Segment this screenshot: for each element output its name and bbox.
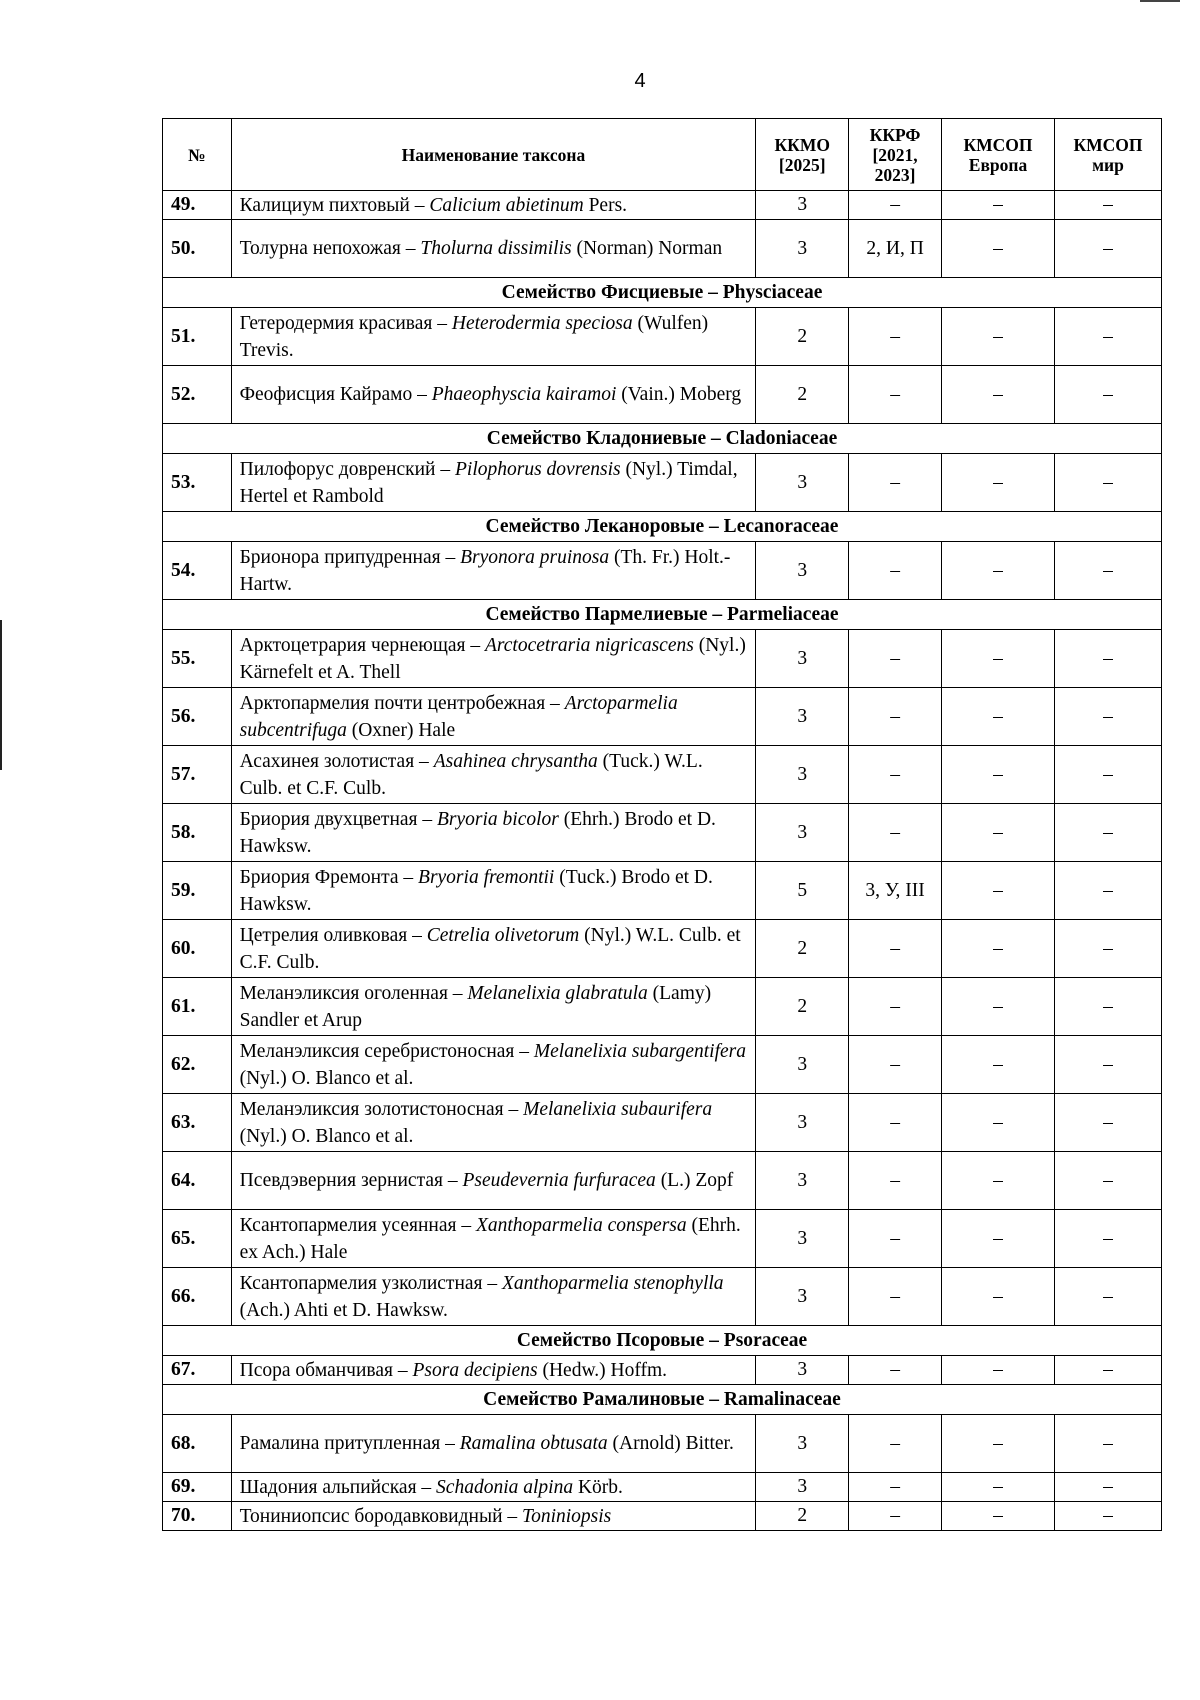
kkrf-status: – [849, 920, 942, 978]
taxon-authority: (Th. Fr.) Holt.-Hartw. [239, 546, 731, 595]
taxon-row [163, 1415, 1162, 1473]
kmsop-europe-status: – [941, 862, 1054, 920]
kkrf-status: – [849, 1415, 942, 1473]
kmsop-world-status: – [1055, 746, 1162, 804]
taxon-latin-name: Heterodermia speciosa [451, 312, 633, 334]
taxon-number: 61. [163, 978, 232, 1036]
taxon-latin-name: Melanelixia subaurifera [523, 1098, 713, 1120]
kmsop-world-status: – [1055, 1268, 1162, 1326]
family-label: Семейство Кладониевые – Cladoniaceae [163, 424, 1162, 454]
taxon-latin-name: Xanthoparmelia stenophylla [502, 1272, 724, 1294]
taxon-authority: (Ach.) Ahti et D. Hawksw. [239, 1299, 448, 1321]
kmsop-europe-status: – [941, 542, 1054, 600]
taxon-row [163, 542, 1162, 600]
scan-margin-mark [0, 620, 2, 770]
taxon-name [231, 978, 756, 1036]
taxon-authority: (Tuck.) W.L. Culb. et C.F. Culb. [239, 750, 703, 799]
taxon-name [231, 542, 756, 600]
taxon-latin-name: Cetrelia olivetorum [426, 924, 580, 946]
taxon-row [163, 1268, 1162, 1326]
taxon-russian-name: Бриория Фремонта – [239, 866, 419, 888]
kkmo-status: 3 [756, 1415, 849, 1473]
taxon-row [163, 630, 1162, 688]
taxon-number: 58. [163, 804, 232, 862]
taxon-number: 70. [163, 1502, 232, 1531]
kkrf-status: – [849, 1502, 942, 1531]
kmsop-world-status: – [1055, 1210, 1162, 1268]
taxon-russian-name: Цетрелия оливковая – [239, 924, 427, 946]
taxon-latin-name: Psora decipiens [412, 1359, 538, 1381]
taxon-russian-name: Калициум пихтовый – [239, 194, 430, 216]
taxon-name [231, 1210, 756, 1268]
kkrf-status: – [849, 308, 942, 366]
taxon-russian-name: Тониниопсис бородавковидный – [239, 1505, 523, 1527]
kkmo-status: 2 [756, 1502, 849, 1531]
taxon-authority: (Ehrh.) Brodo et D. Hawksw. [239, 808, 716, 857]
taxon-name [231, 688, 756, 746]
taxon-name [231, 1356, 756, 1385]
kkmo-status: 3 [756, 1210, 849, 1268]
taxon-name [231, 454, 756, 512]
taxon-russian-name: Шадония альпийская – [239, 1476, 437, 1498]
family-header-row [163, 1385, 1162, 1415]
taxon-latin-name: Bryonora pruinosa [460, 546, 610, 568]
taxon-number: 56. [163, 688, 232, 746]
taxon-latin-name: Ramalina obtusata [459, 1433, 608, 1454]
taxon-row [163, 746, 1162, 804]
kmsop-europe-status: – [941, 1210, 1054, 1268]
kmsop-europe-status: – [941, 1268, 1054, 1326]
family-label: Семейство Псоровые – Psoraceae [163, 1326, 1162, 1356]
kkmo-status: 3 [756, 1356, 849, 1385]
family-label: Семейство Леканоровые – Lecanoraceae [163, 512, 1162, 542]
taxon-name [231, 1415, 756, 1473]
taxon-authority: (Hedw.) Hoffm. [537, 1359, 668, 1381]
taxon-latin-name: Schadonia alpina [436, 1476, 574, 1498]
kkmo-status: 3 [756, 454, 849, 512]
header-name: Наименование таксона [231, 119, 756, 191]
family-label: Семейство Пармелиевые – Parmeliaceae [163, 600, 1162, 630]
kkmo-status: 3 [756, 542, 849, 600]
taxon-number: 68. [163, 1415, 232, 1473]
taxon-latin-name: Melanelixia glabratula [467, 982, 648, 1004]
taxon-latin-name: Xanthoparmelia conspersa [475, 1214, 687, 1236]
taxon-row [163, 191, 1162, 220]
taxon-authority: (Nyl.) O. Blanco et al. [239, 1067, 414, 1089]
kkrf-status: – [849, 804, 942, 862]
taxon-row [163, 804, 1162, 862]
kmsop-world-status: – [1055, 454, 1162, 512]
taxon-authority: (Arnold) Bitter. [607, 1433, 734, 1454]
kmsop-europe-status: – [941, 688, 1054, 746]
taxon-number: 54. [163, 542, 232, 600]
kmsop-world-status: – [1055, 308, 1162, 366]
taxon-row [163, 1210, 1162, 1268]
kmsop-europe-status: – [941, 1502, 1054, 1531]
kmsop-world-status: – [1055, 191, 1162, 220]
header-kmsop-world: КМСОП мир [1055, 119, 1162, 191]
kkrf-status: – [849, 978, 942, 1036]
family-header-row [163, 512, 1162, 542]
kmsop-europe-status: – [941, 1152, 1054, 1210]
kkmo-status: 3 [756, 1152, 849, 1210]
taxon-number: 63. [163, 1094, 232, 1152]
kkmo-status: 3 [756, 1473, 849, 1502]
kmsop-europe-status: – [941, 804, 1054, 862]
taxon-number: 57. [163, 746, 232, 804]
family-label: Семейство Рамалиновые – Ramalinaceae [163, 1385, 1162, 1415]
family-header-row [163, 600, 1162, 630]
taxon-latin-name: Arctoparmelia subcentrifuga [239, 692, 678, 741]
kkmo-status: 3 [756, 191, 849, 220]
taxon-name [231, 1268, 756, 1326]
kkrf-status: – [849, 630, 942, 688]
kkrf-status: 3, У, III [849, 862, 942, 920]
taxon-row [163, 920, 1162, 978]
family-header-row [163, 1326, 1162, 1356]
kkmo-status: 3 [756, 1036, 849, 1094]
kkrf-status: – [849, 1094, 942, 1152]
header-kmsop-europe: КМСОП Европа [941, 119, 1054, 191]
kkmo-status: 5 [756, 862, 849, 920]
taxon-name [231, 1036, 756, 1094]
kkmo-status: 3 [756, 220, 849, 278]
taxa-table [162, 118, 1162, 1531]
taxon-name [231, 1502, 756, 1531]
kmsop-europe-status: – [941, 978, 1054, 1036]
taxon-number: 62. [163, 1036, 232, 1094]
kmsop-europe-status: – [941, 308, 1054, 366]
taxon-name [231, 308, 756, 366]
taxon-name [231, 746, 756, 804]
taxon-number: 50. [163, 220, 232, 278]
taxon-russian-name: Арктоцетрария чернеющая – [239, 634, 485, 656]
family-header-row [163, 278, 1162, 308]
taxon-row [163, 1473, 1162, 1502]
taxon-row [163, 688, 1162, 746]
taxon-name [231, 1152, 756, 1210]
taxon-russian-name: Феофисция Кайрамо – [239, 384, 432, 405]
taxon-name [231, 1094, 756, 1152]
kmsop-europe-status: – [941, 191, 1054, 220]
table-body [163, 191, 1162, 1531]
taxon-authority: Körb. [573, 1476, 623, 1498]
header-row [163, 119, 1162, 191]
kkmo-status: 2 [756, 978, 849, 1036]
kmsop-world-status: – [1055, 1473, 1162, 1502]
header-num: № [163, 119, 232, 191]
taxon-authority: Pers. [583, 194, 628, 216]
kkrf-status: 2, И, П [849, 220, 942, 278]
kmsop-europe-status: – [941, 366, 1054, 424]
taxon-authority: (L.) Zopf [655, 1170, 734, 1191]
header-kkrf: ККРФ [2021, 2023] [849, 119, 942, 191]
kkmo-status: 3 [756, 746, 849, 804]
taxon-latin-name: Toniniopsis [522, 1505, 612, 1527]
taxon-row [163, 1152, 1162, 1210]
taxon-authority: (Oxner) Hale [346, 719, 456, 741]
taxon-latin-name: Bryoria bicolor [437, 808, 559, 830]
taxon-row [163, 366, 1162, 424]
kmsop-world-status: – [1055, 1094, 1162, 1152]
kmsop-europe-status: – [941, 220, 1054, 278]
kmsop-world-status: – [1055, 862, 1162, 920]
taxon-name [231, 220, 756, 278]
taxon-russian-name: Брионора припудренная – [239, 546, 461, 568]
taxon-latin-name: Melanelixia subargentifera [533, 1040, 747, 1062]
taxon-authority: (Vain.) Moberg [616, 384, 742, 405]
kmsop-world-status: – [1055, 542, 1162, 600]
kkmo-status: 3 [756, 1094, 849, 1152]
taxon-row [163, 1036, 1162, 1094]
taxon-latin-name: Asahinea chrysantha [433, 750, 598, 772]
kmsop-world-status: – [1055, 804, 1162, 862]
taxon-number: 59. [163, 862, 232, 920]
taxon-authority: (Nyl.) Kärnefelt et A. Thell [239, 634, 746, 683]
kmsop-europe-status: – [941, 1415, 1054, 1473]
kkrf-status: – [849, 366, 942, 424]
taxon-russian-name: Ксантопармелия узколистная – [239, 1272, 503, 1294]
taxon-latin-name: Calicium abietinum [429, 194, 584, 216]
taxon-authority: (Wulfen) Trevis. [239, 312, 709, 361]
taxon-authority: (Lamy) Sandler et Arup [239, 982, 712, 1031]
taxon-russian-name: Меланэликсия золотистоносная – [239, 1098, 524, 1120]
taxon-name [231, 630, 756, 688]
taxon-authority: (Nyl.) Timdal, Hertel et Rambold [239, 458, 738, 507]
taxon-row [163, 454, 1162, 512]
taxon-number: 65. [163, 1210, 232, 1268]
kkmo-status: 2 [756, 366, 849, 424]
taxon-number: 67. [163, 1356, 232, 1385]
taxon-authority: (Ehrh. ex Ach.) Hale [239, 1214, 741, 1263]
kmsop-europe-status: – [941, 746, 1054, 804]
kkrf-status: – [849, 191, 942, 220]
taxon-russian-name: Псевдэверния зернистая – [239, 1170, 463, 1191]
kkmo-status: 3 [756, 1268, 849, 1326]
taxon-name [231, 804, 756, 862]
kkrf-status: – [849, 1356, 942, 1385]
kmsop-world-status: – [1055, 688, 1162, 746]
taxon-number: 55. [163, 630, 232, 688]
taxon-authority: (Nyl.) O. Blanco et al. [239, 1125, 414, 1147]
family-label: Семейство Фисциевые – Physciaceae [163, 278, 1162, 308]
header-kkmo: ККМО [2025] [756, 119, 849, 191]
taxon-row [163, 1502, 1162, 1531]
taxon-number: 53. [163, 454, 232, 512]
taxon-russian-name: Арктопармелия почти центробежная – [239, 692, 565, 714]
kkmo-status: 3 [756, 688, 849, 746]
taxon-name [231, 862, 756, 920]
taxon-number: 66. [163, 1268, 232, 1326]
taxon-number: 52. [163, 366, 232, 424]
taxon-row [163, 862, 1162, 920]
kmsop-world-status: – [1055, 630, 1162, 688]
taxon-name [231, 1473, 756, 1502]
taxon-authority: (Norman) Norman [571, 238, 723, 259]
taxon-number: 51. [163, 308, 232, 366]
taxon-russian-name: Асахинея золотистая – [239, 750, 434, 772]
kmsop-europe-status: – [941, 920, 1054, 978]
kmsop-europe-status: – [941, 1356, 1054, 1385]
kmsop-world-status: – [1055, 1036, 1162, 1094]
kkrf-status: – [849, 454, 942, 512]
taxon-russian-name: Рамалина притупленная – [239, 1433, 460, 1454]
taxon-latin-name: Tholurna dissimilis [420, 238, 572, 259]
kmsop-world-status: – [1055, 366, 1162, 424]
kkrf-status: – [849, 688, 942, 746]
taxon-number: 69. [163, 1473, 232, 1502]
taxon-russian-name: Гетеродермия красивая – [239, 312, 452, 334]
taxon-russian-name: Меланэликсия оголенная – [239, 982, 468, 1004]
family-header-row [163, 424, 1162, 454]
taxon-row [163, 308, 1162, 366]
kmsop-world-status: – [1055, 978, 1162, 1036]
taxon-latin-name: Phaeophyscia kairamoi [431, 384, 617, 405]
taxon-russian-name: Меланэликсия серебристоносная – [239, 1040, 534, 1062]
kmsop-world-status: – [1055, 1415, 1162, 1473]
kkmo-status: 2 [756, 920, 849, 978]
kmsop-europe-status: – [941, 630, 1054, 688]
taxon-latin-name: Arctocetraria nigricascens [484, 634, 694, 656]
taxon-latin-name: Pseudevernia furfuracea [462, 1170, 656, 1191]
taxon-russian-name: Пилофорус довренский – [239, 458, 455, 480]
kmsop-europe-status: – [941, 1036, 1054, 1094]
taxon-name [231, 366, 756, 424]
taxon-number: 64. [163, 1152, 232, 1210]
kkrf-status: – [849, 542, 942, 600]
taxon-name [231, 920, 756, 978]
page-number: 4 [634, 70, 646, 92]
taxon-authority: (Nyl.) W.L. Culb. et C.F. Culb. [239, 924, 741, 973]
taxon-number: 49. [163, 191, 232, 220]
taxon-russian-name: Ксантопармелия усеянная – [239, 1214, 476, 1236]
taxon-russian-name: Толурна непохожая – [239, 238, 421, 259]
kmsop-world-status: – [1055, 920, 1162, 978]
taxon-row [163, 1094, 1162, 1152]
kkrf-status: – [849, 1210, 942, 1268]
taxon-row [163, 220, 1162, 278]
taxon-russian-name: Псора обманчивая – [239, 1359, 413, 1381]
kkrf-status: – [849, 1473, 942, 1502]
taxon-row [163, 1356, 1162, 1385]
taxon-latin-name: Pilophorus dovrensis [455, 458, 621, 480]
kkrf-status: – [849, 1036, 942, 1094]
taxon-row [163, 978, 1162, 1036]
kkrf-status: – [849, 1268, 942, 1326]
taxon-name [231, 191, 756, 220]
taxon-number: 60. [163, 920, 232, 978]
taxon-authority: (Tuck.) Brodo et D. Hawksw. [239, 866, 713, 915]
kkrf-status: – [849, 746, 942, 804]
kmsop-europe-status: – [941, 454, 1054, 512]
kkrf-status: – [849, 1152, 942, 1210]
kmsop-europe-status: – [941, 1094, 1054, 1152]
taxon-latin-name: Bryoria fremontii [418, 866, 555, 888]
kmsop-world-status: – [1055, 1152, 1162, 1210]
kmsop-world-status: – [1055, 220, 1162, 278]
scan-corner-mark [1140, 0, 1180, 2]
kkmo-status: 2 [756, 308, 849, 366]
kkmo-status: 3 [756, 630, 849, 688]
kmsop-world-status: – [1055, 1356, 1162, 1385]
taxon-russian-name: Бриория двухцветная – [239, 808, 437, 830]
kmsop-world-status: – [1055, 1502, 1162, 1531]
kkmo-status: 3 [756, 804, 849, 862]
kmsop-europe-status: – [941, 1473, 1054, 1502]
